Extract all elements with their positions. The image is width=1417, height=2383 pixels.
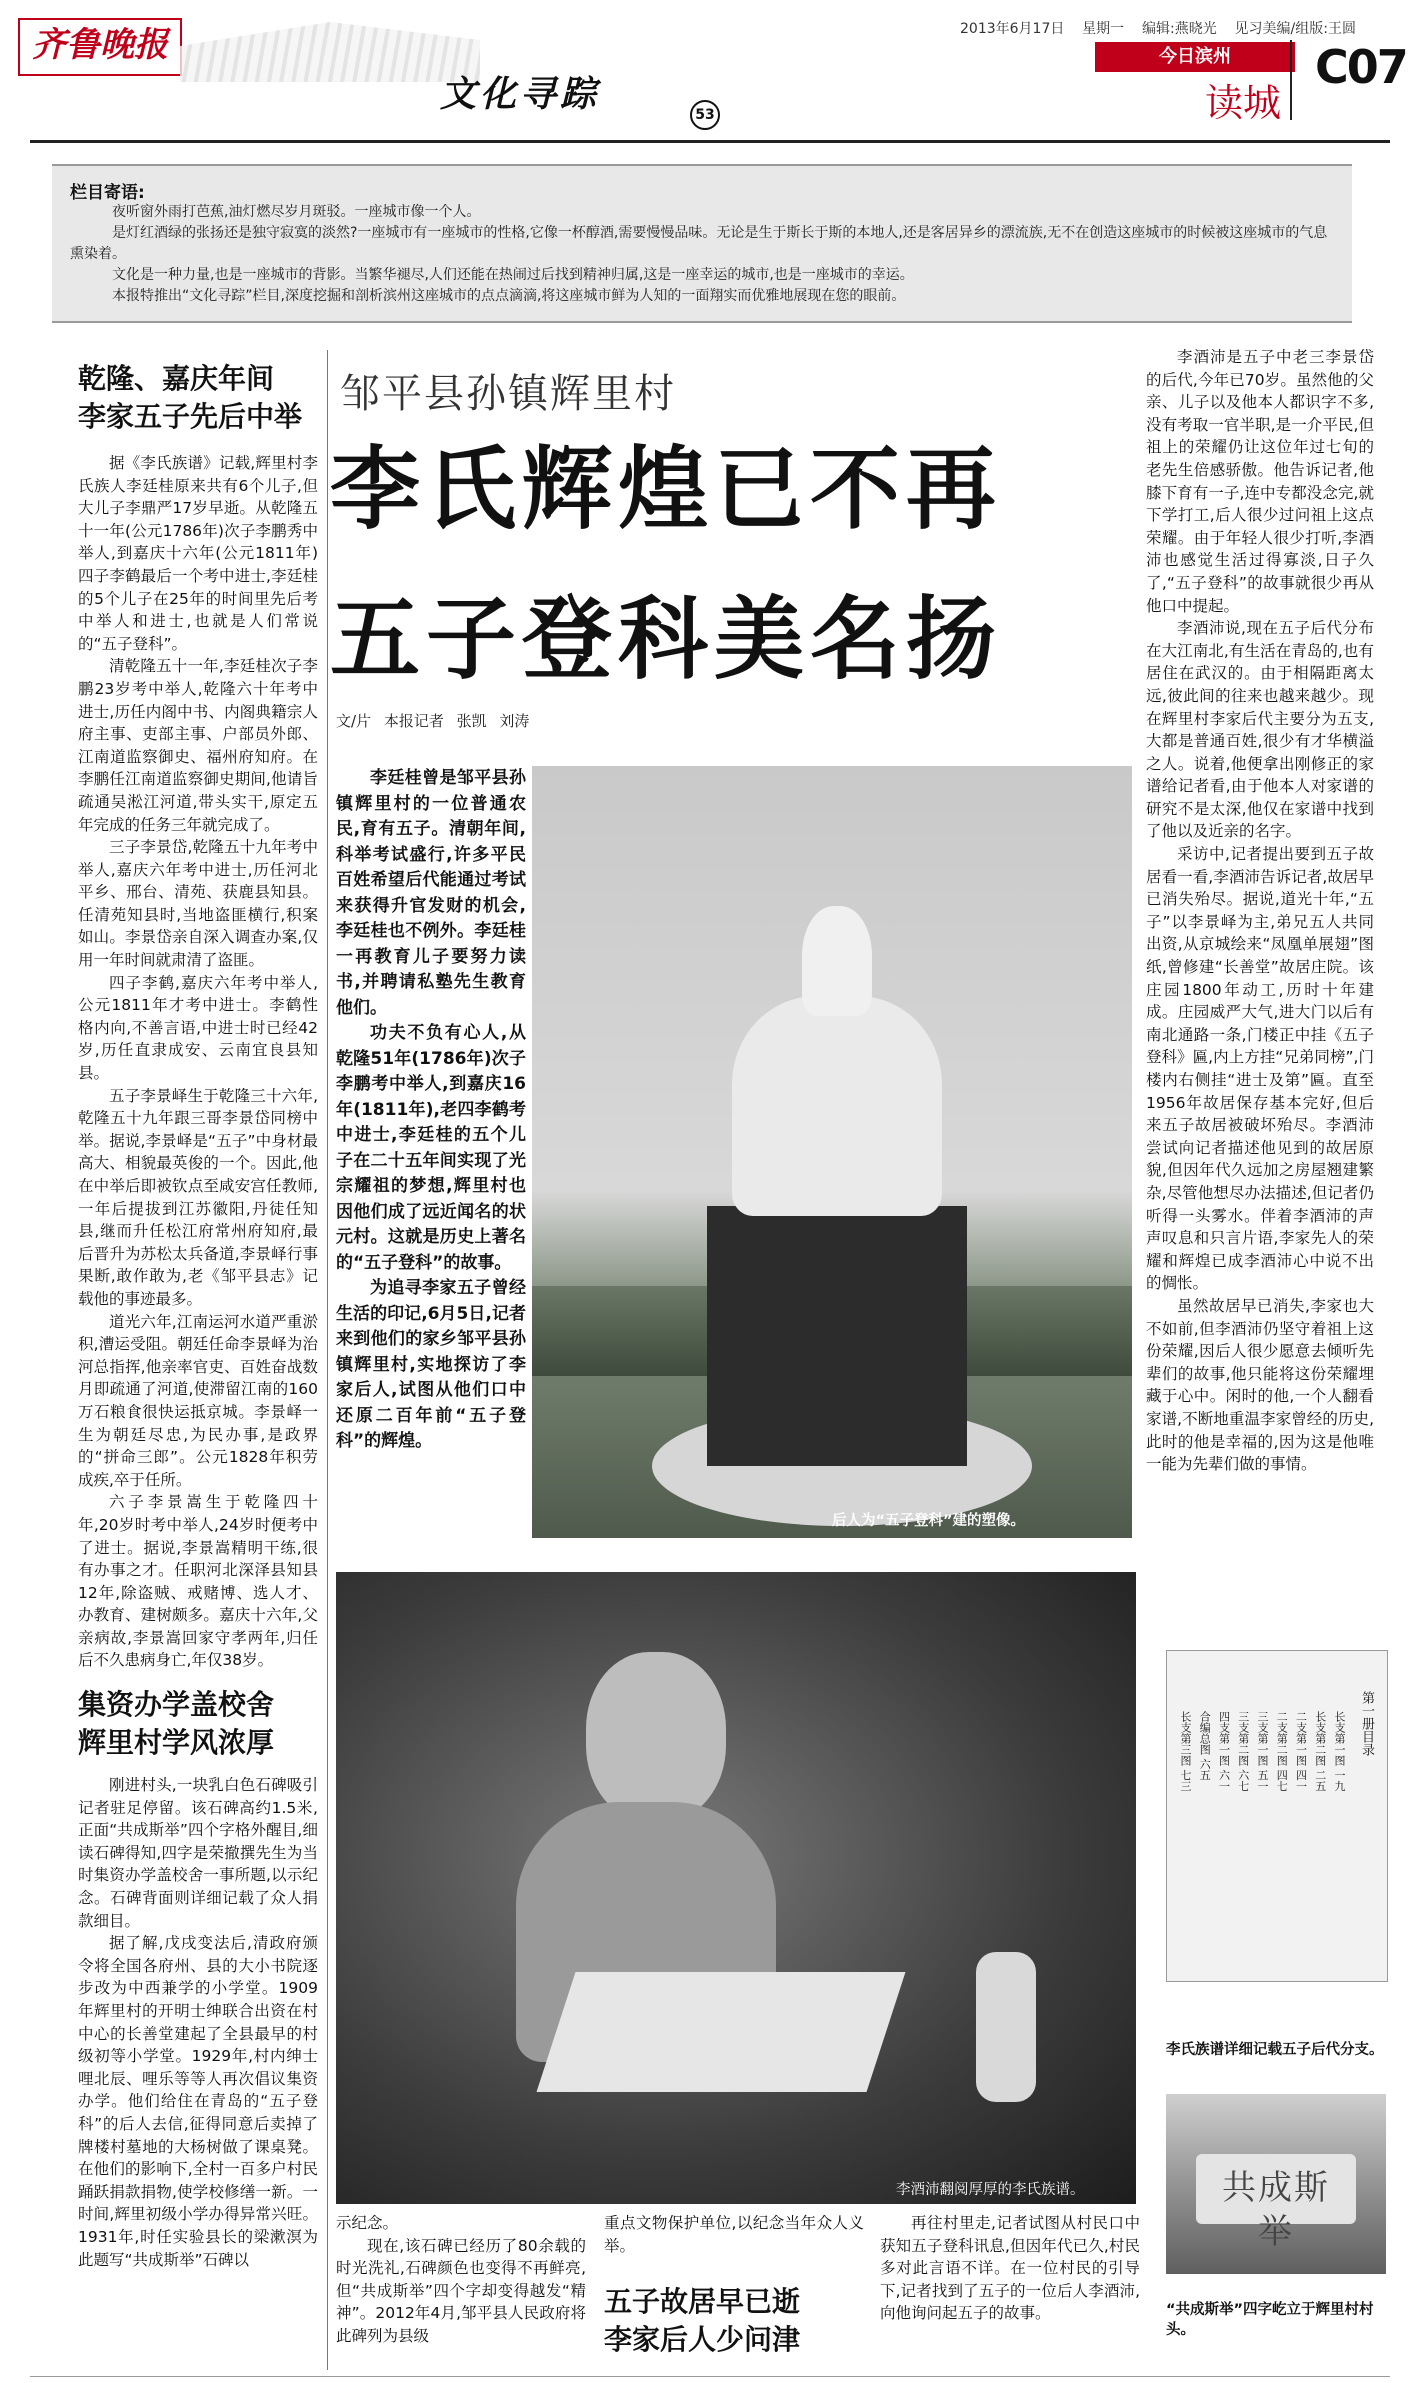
body-paragraph: 李酒沛是五子中老三李景岱的后代,今年已70岁。虽然他的父亲、儿子以及他本人都识字不多,没有考取一官半职,是一介平民,但祖上的荣耀仍让这位年过七旬的老先生倍感骄傲。他告诉记者,他膝下育有一子,连中专都没念完,就下学打工,后人很少过问祖上这点荣耀。由于年轻人很少打听,李酒沛也感觉生活过得寡淡,日子久了,“五子登科”的故事就很少再从他口中提起。 [1146,348,1374,615]
section-name: 读城 [1205,81,1282,125]
body-paragraph: 再往村里走,记者试图从村民口中获知五子登科讯息,但因年代已久,村民多对此言语不详。在一位村民的引导下,记者找到了五子的一位后人李酒沛,向他询问起五子的故事。 [880,2214,1140,2323]
layout-credit: 见习美编/组版:王圆 [1234,21,1356,37]
section-heading: 五子故居早已逝 [604,2285,801,2319]
statue-head [802,906,872,1016]
headline-line-1: 李氏辉煌已不再 [330,437,1002,542]
lead-column [336,766,526,1455]
reader-photo [336,1572,1136,2204]
genealogy-toc [1177,1711,1347,1971]
decorative-fan-icon [180,22,480,82]
lead-paragraph: 李廷桂曾是邹平县孙镇辉里村的一位普通农民,育有五子。清朝年间,科举考试盛行,许多平民百姓希望后代能通过考试来获得升官发财的机会,李廷桂也不例外。李廷桂一再教育儿子要努力读书,并聘请私塾先生教育他们。 [336,768,526,1018]
newspaper-logo: 齐鲁晚报 [18,18,182,76]
editor-note-paragraph: 是灯红酒绿的张扬还是独守寂寞的淡然?一座城市有一座城市的性格,它像一杯醇酒,需要慢慢品味。无论是生于斯长于斯的本地人,还是客居异乡的漂流族,无不在创造这座城市的时候被这座城市的气息熏染着。 [70,225,1328,262]
column-divider [327,350,328,2370]
column-title: 文化寻踪 [440,73,601,115]
right-column [1146,346,1374,1476]
toc-entry: 合编总图 六五 [1198,1711,1212,1781]
body-paragraph: 重点文物保护单位,以纪念当年众人义举。 [604,2214,864,2255]
toc-entry: 长支第三图 七三 [1179,1711,1192,1792]
body-paragraph: 采访中,记者提出要到五子故居看一看,李酒沛告诉记者,故居早已消失殆尽。据说,道光十年,“五子”以李景峄为主,弟兄五人共同出资,从京城绘来“凤凰单展翅”图纸,曾修建“长善堂”故居庄院。该庄园1800年动工,历时十年建成。庄园威严大气,进大门以后有南北通路一条,门楼正中挂《五子登科》匾,内上方挂“兄弟同榜”,门楼内右侧挂“进士及第”匾。直至1956年故居保存基本完好,但后来五子故居被破坏殆尽。李酒沛尝试向记者描述他见到的故居原貌,但因年代久远加之房屋翘建繁杂,尽管他想尽办法描述,但记者仍听得一头雾水。伴着李酒沛的声声叹息和只言片语,李家先人的荣耀和辉煌已成李酒沛心中说不出的惆怅。 [1146,845,1374,1293]
page-meta [960,18,1356,38]
genealogy-photo [1166,1650,1388,1982]
body-paragraph: 据《李氏族谱》记载,辉里村李氏族人李廷桂原来共有6个儿子,但大儿子李鼎严17岁早逝。从乾隆五十一年(公元1786年)次子李鹏秀中举人,到嘉庆十六年(公元1811年)四子李鹤最后一个考中进士,李廷桂的5个儿子在25年的时间里先后考中举人和进士,也就是人们常说的“五子登科”。 [78,454,318,653]
statue-caption: 后人为“五子登科”建的塑像。 [832,1513,1026,1529]
lead-paragraph: 功夫不负有心人,从乾隆51年(1786年)次子李鹏考中举人,到嘉庆16年(1811年),老四李鹤考中进士,李廷桂的五个儿子在二十五年间实现了光宗耀祖的梦想,辉里村也因他们成了远近闻名的状元村。这就是历史上著名的“五子登科”的故事。 [336,1023,526,1273]
left-column [78,360,318,2271]
stone-inscription: 共成斯举 [1222,2168,1330,2252]
article-subtitle: 邹平县孙镇辉里村 [340,371,676,417]
column-number-badge: 53 [690,100,720,130]
header-divider [1290,40,1292,120]
body-paragraph: 道光六年,江南运河水道严重淤积,漕运受阻。朝廷任命李景峄为治河总指挥,他亲率官吏、百姓奋战数月即疏通了河道,使滞留江南的160万石粮食很快运抵京城。李景峄一生为朝廷尽忠,为民办事,是政界的“拼命三郎”。公元1828年积劳成疾,卒于任所。 [78,1312,318,1489]
body-paragraph: 示纪念。 [336,2214,399,2232]
page-code: C07 [1315,40,1407,94]
genealogy-caption: 李氏族谱详细记载五子后代分支。 [1166,2042,1384,2058]
man-head [586,1652,726,1822]
bottle [976,1952,1036,2102]
section-heading: 李家后人少问津 [604,2323,801,2357]
editor-note-label: 栏目寄语: [70,183,145,203]
body-paragraph: 六子李景嵩生于乾隆四十年,20岁时考中举人,24岁时便考中了进士。据说,李景嵩精明干练,很有办事之才。任职河北深泽县知县12年,除盗贼、戒赌博、选人才、办教育、建树颇多。嘉庆十六年,父亲病故,李景嵩回家守孝两年,归任后不久患病身亡,年仅38岁。 [78,1493,318,1670]
section-heading: 集资办学盖校舍 [78,1688,275,1722]
stone-photo [1166,2094,1386,2274]
section-heading: 辉里村学风浓厚 [78,1726,275,1760]
body-paragraph: 四子李鹤,嘉庆六年考中举人,公元1811年才考中进士。李鹤性格内向,不善言语,中进士时已经42岁,历任直隶成安、云南宜良县知县。 [78,973,318,1083]
reader-caption: 李酒沛翻阅厚厚的李氏族谱。 [896,2182,1085,2198]
body-paragraph: 虽然故居早已消失,李家也大不如前,但李酒沛仍坚守着祖上这份荣耀,因后人很少愿意去倾听先辈们的故事,他只能将这份荣耀埋藏于心中。闲时的他,一个人翻看家谱,不断地重温李家曾经的历史,此时的他是幸福的,因为这是他唯一能为先辈们做的事情。 [1146,1296,1374,1474]
statue-figures [732,996,942,1216]
toc-entry: 三支第一图 五一 [1256,1711,1269,1792]
toc-entry: 二支第二图 四七 [1275,1711,1289,1792]
bottom-column-a [336,2212,586,2348]
bottom-rule [30,2376,1390,2377]
section-heading: 乾隆、嘉庆年间 [78,362,275,395]
header-rule [30,140,1390,143]
body-paragraph: 三子李景岱,乾隆五十九年考中举人,嘉庆六年考中进士,历任河北平乡、邢台、清苑、获鹿县知县。任清苑知县时,当地盗匪横行,积案如山。李景岱亲自深入调查办案,仅用一年时间就肃清了盗匪。 [78,838,318,970]
today-binzhou-badge: 今日滨州 [1095,42,1295,72]
toc-entry: 三支第二图 六七 [1236,1711,1250,1792]
editor-credit: 编辑:燕晓光 [1141,21,1217,37]
statue-photo [532,766,1132,1538]
editor-note-paragraph: 本报特推出“文化寻踪”栏目,深度挖掘和剖析滨州这座城市的点点滴滴,将这座城市鲜为人知的一面翔实而优雅地展现在您的眼前。 [112,288,906,304]
body-paragraph: 清乾隆五十一年,李廷桂次子李鹏23岁考中举人,乾隆六十年考中进士,历任内阁中书、内阁典籍宗人府主事、吏部主事、户部员外郎、江南道监察御史、福州府知府。在李鹏任江南道监察御史期间,他请旨疏通吴淞江河道,带头实干,原定五年完成的任务三年就完成了。 [78,657,318,834]
editor-note-paragraph: 夜听窗外雨打芭蕉,油灯燃尽岁月斑驳。一座城市像一个人。 [112,204,481,220]
toc-entry: 二支第一图 四一 [1294,1711,1308,1792]
body-paragraph: 现在,该石碑已经历了80余载的时光洗礼,石碑颜色也变得不再鲜亮,但“共成斯举”四个字却变得越发“精神”。2012年4月,邹平县人民政府将此碑列为县级 [336,2236,586,2345]
bottom-column-c [880,2212,1140,2325]
headline-line-2: 五子登科美名扬 [330,587,1002,692]
body-paragraph: 刚进村头,一块乳白色石碑吸引记者驻足停留。该石碑高约1.5米,正面“共成斯举”四个字格外醒目,细读石碑得知,四字是荣撤撰先生为当时集资办学盖校舍一事所题,以示纪念。石碑背面则详细记载了众人捐款细目。 [78,1776,318,1930]
byline: 文/片 本报记者 张凯 刘涛 [336,712,530,730]
section-heading: 李家五子先后中举 [78,400,303,433]
bottom-column-b [604,2212,864,2359]
toc-entry: 四支第一图 六一 [1217,1711,1231,1792]
body-paragraph: 李酒沛说,现在五子后代分布在大江南北,有生活在青岛的,也有居住在武汉的。由于相隔距离太远,彼此间的往来也越来越少。现在辉里村李家后代主要分为五支,大都是普通百姓,很少有才华横溢之人。说着,他便拿出刚修正的家谱给记者看,由于他本人对家谱的研究不是太深,他仅在家谱中找到了他以及近亲的名字。 [1146,619,1374,841]
genealogy-page-title: 第一册目录 [1359,1691,1374,1756]
toc-entry: 长支第二图 二五 [1313,1711,1327,1792]
issue-weekday: 星期一 [1082,21,1125,37]
statue-pedestal [707,1206,967,1466]
lead-paragraph: 为追寻李家五子曾经生活的印记,6月5日,记者来到他们的家乡邹平县孙镇辉里村,实地探访了李家后人,试图从他们口中还原二百年前“五子登科”的辉煌。 [336,1278,526,1451]
open-genealogy-book [537,1972,906,2092]
body-paragraph: 五子李景峄生于乾隆三十六年,乾隆五十九年跟三哥李景岱同榜中举。据说,李景峄是“五子”中身材最高大、相貌最英俊的一个。因此,他在中举后即被钦点至咸安宫任教师,一年后提拔到江苏徽阳,丹徒任知县,继而升任松江府常州府知府,最后晋升为苏松太兵备道,李景峄行事果断,敢作敢为,老《邹平县志》记载他的事迹最多。 [78,1086,318,1308]
toc-entry: 长支第一图 一九 [1333,1711,1346,1792]
body-paragraph: 据了解,戊戌变法后,清政府颁令将全国各府州、县的大小书院逐步改为中西兼学的小学堂。1909年辉里村的开明士绅联合出资在村中心的长善堂建起了全县最早的村级初等小学堂。1929年,村内绅士哩北辰、哩乐等等人再次倡议集资办学。他们给住在青岛的“五子登科”的后人去信,征得同意后卖掉了牌楼村墓地的大杨树做了课桌凳。在他们的影响下,全村一百多户村民踊跃捐款捐物,使学校修缮一新。一时间,辉里初级小学办得异常兴旺。1931年,时任实验县长的梁漱溟为此题写“共成斯举”石碑以 [78,1934,318,2269]
stone-caption: “共成斯举”四字屹立于辉里村村头。 [1166,2302,1374,2338]
issue-date: 2013年6月17日 [960,21,1065,37]
editor-note-paragraph: 文化是一种力量,也是一座城市的背影。当繁华褪尽,人们还能在热闹过后找到精神归属,这是一座幸运的城市,也是一座城市的幸运。 [112,267,914,283]
